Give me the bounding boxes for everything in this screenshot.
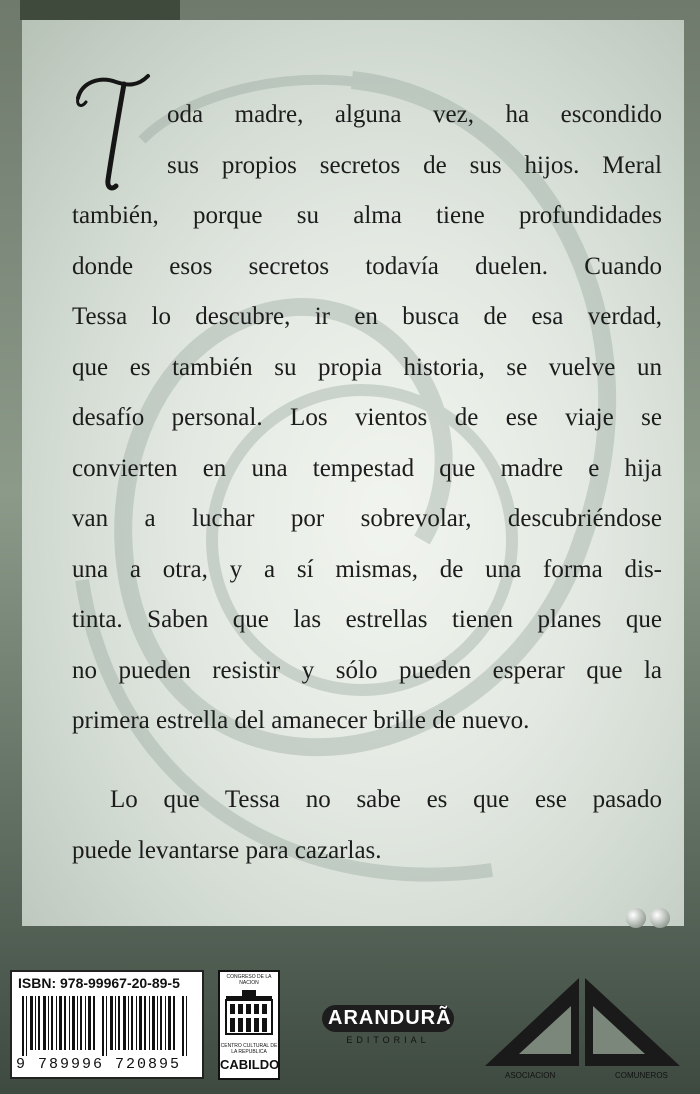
text-line: Tessa lo descubre, ir en busca de esa verdad, (72, 303, 662, 330)
arandura-sub: EDITORIAL (346, 1035, 430, 1045)
barcode-digits: 9 789996 720895 (16, 1056, 182, 1073)
text-line: convierten en una tempestad que madre e hija (72, 454, 662, 482)
corner-tab (20, 0, 180, 20)
cd-badges (626, 908, 670, 928)
text-line: puede levantarse para cazarlas. (72, 836, 382, 864)
building-icon (224, 986, 274, 1036)
text-line: que es también su propia historia, se vuelve un (72, 353, 662, 381)
text-line: oda madre, alguna vez, ha escondido (167, 101, 662, 128)
barcode-icon (22, 996, 192, 1056)
paragraph-synopsis (72, 90, 662, 747)
back-cover-text-panel (22, 20, 684, 926)
asociacion-text: ASOCIACION (505, 1071, 556, 1080)
cabildo-logo (218, 970, 280, 1080)
text-line: van a luchar por sobrevolar, descubriéndose (72, 505, 662, 532)
arandura-name: ARANDURÃ (322, 1005, 454, 1032)
text-line: una a otra, y a sí mismas, de una forma dis- (72, 555, 662, 583)
comuneros-text: COMUNEROS (615, 1071, 668, 1080)
text-line: primera estrella del amanecer brille de nuevo. (72, 707, 530, 734)
text-line: sus propios secretos de sus hijos. Meral (167, 151, 662, 179)
cabildo-top-text: CONGRESO DE LA NACION (226, 974, 272, 986)
isbn-barcode-box (10, 970, 204, 1079)
asociacion-comuneros-logo (475, 970, 690, 1082)
isbn-label: ISBN: 978-99967-20-89-5 (18, 975, 180, 991)
text-line: tinta. Saben que las estrellas tienen planes que (72, 606, 662, 633)
text-line: Lo que Tessa no sabe es que ese pasado (110, 786, 662, 813)
text-line: no pueden resistir y sólo pueden esperar que la (72, 656, 662, 684)
cd-icon (650, 908, 670, 928)
arandura-logo (322, 1005, 454, 1051)
text-line: también, porque su alma tiene profundidades (72, 202, 662, 229)
cd-icon (626, 908, 646, 928)
cabildo-name: CABILDO (220, 1057, 280, 1072)
paragraph-closing (72, 775, 662, 876)
cabildo-mid-text: CENTRO CULTURAL DE LA REPUBLICA (220, 1043, 278, 1055)
text-line: desafío personal. Los vientos de ese viaje se (72, 404, 662, 431)
text-line: donde esos secretos todavía duelen. Cuando (72, 252, 662, 280)
